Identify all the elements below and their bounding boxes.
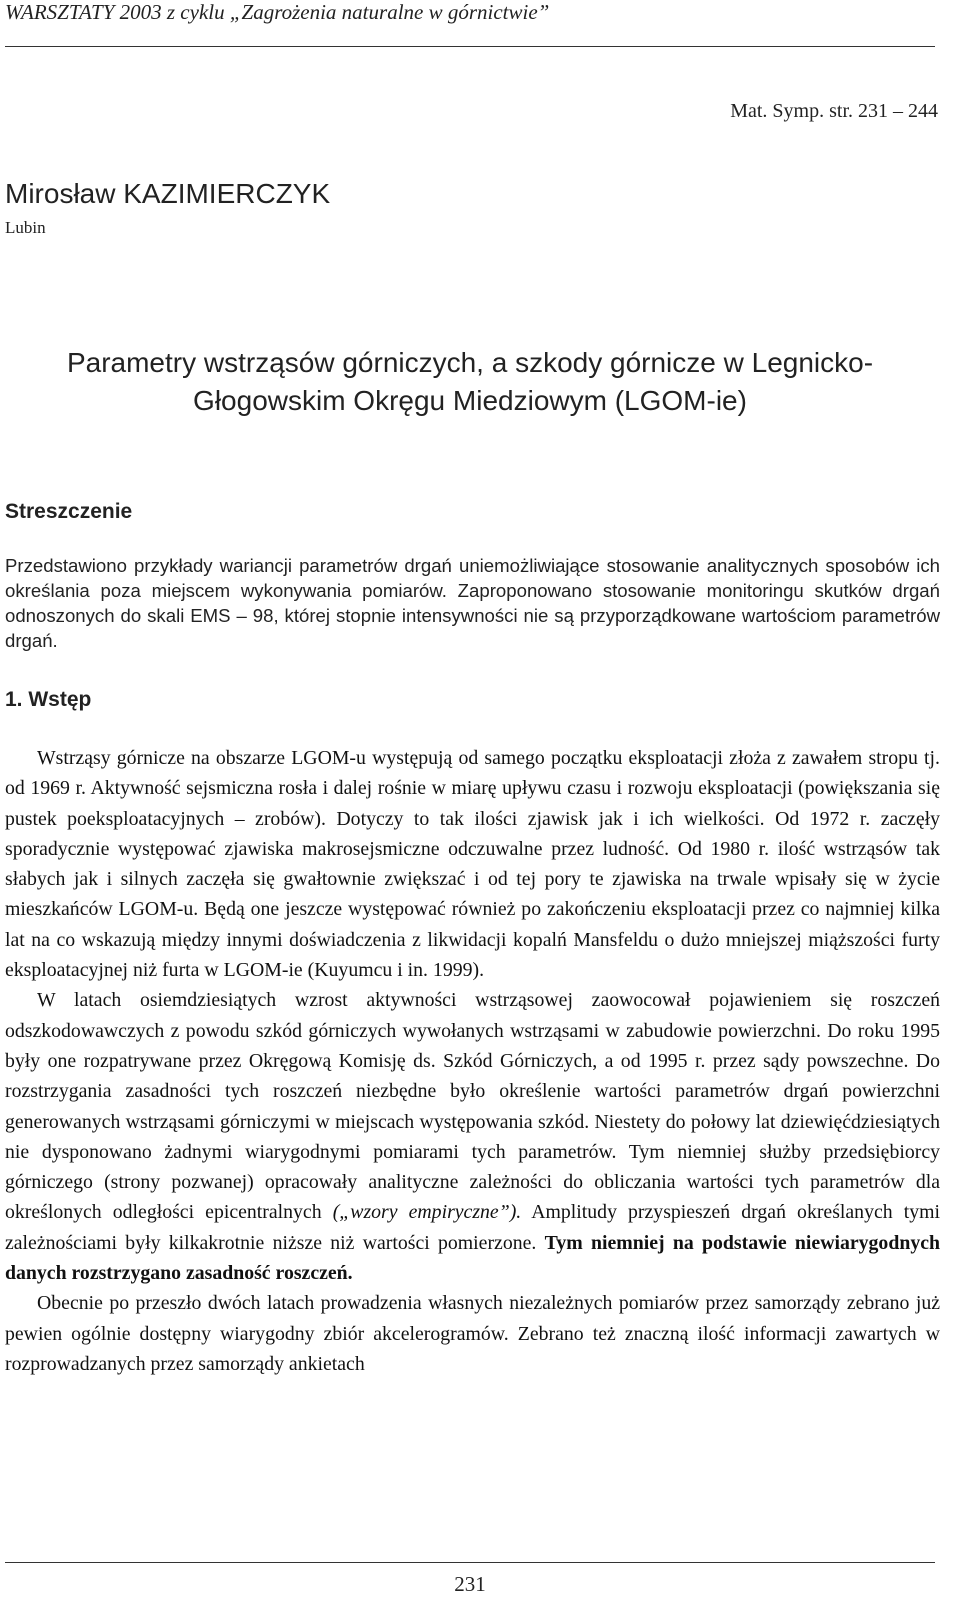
author-name: Mirosław KAZIMIERCZYK [5, 178, 331, 209]
paragraph: Obecnie po przeszło dwóch latach prowadzenia własnych niezależnych pomiarów przez samorządy zebrano już pewien ogólnie dostępny wiarygodny zbiór akcelerogramów. Zebrano też znaczną ilość informacji zawartych w rozprowadzanych przez samorządy ankietach [5, 1292, 940, 1375]
paragraph: Wstrząsy górnicze na obszarze LGOM-u występują od samego początku eksploatacji złoża z zawałem stropu tj. od 1969 r. Aktywność sejsmiczna rosła i dalej rośnie w miarę upływu czasu i rozwoju eksploatacji (powiększania się pustek poeksploatacyjnych – zrobów). Dotyczy to tak ilości zjawisk jak i ich wielkości. Od 1972 r. zaczęły sporadycznie występować zjawiska makrosejsmiczne odczuwalne przez ludność. Od 1980 r. ilość wstrząsów tak słabych jak i silnych zaczęła się gwałtownie zwiększać i od tej pory te zjawiska na trwale wpisały się w życie mieszkańców LGOM-u. Będą one jeszcze występować również po zakończeniu eksploatacji przez co najmniej kilka lat na co wskazują między innymi doświadczenia z likwidacji kopalń Mansfeldu o dużo mniejszej miąższości furty eksploatacyjnej niż furta w LGOM-ie (Kuyumcu i in. 1999). [5, 747, 940, 982]
header-rule [5, 46, 935, 47]
italic-quote: („wzory empiryczne”). [332, 1201, 522, 1224]
section-heading: 1. Wstęp [5, 688, 92, 711]
abstract-text: Przedstawiono przykłady wariancji parametrów drgań uniemożliwiające stosowanie analitycznych sposobów ich określania poza miejscem wykonywania pomiarów. Zaproponowano stosowanie monitoringu skutków drgań odnoszonych do skali EMS – 98, której stopnie intensywności nie są przyporządkowane wartościom parametrów drgań. [5, 555, 940, 651]
body-text [5, 743, 940, 1379]
running-header: WARSZTATY 2003 z cyklu „Zagrożenia naturalne w górnictwie” [5, 0, 550, 24]
paragraph [5, 985, 940, 1288]
author-affiliation: Lubin [5, 218, 46, 237]
paragraph-text: Amplitudy przyspieszeń drgań określanych tymi zależnościami były kilkakrotnie niższe niż wartości pomierzone. [5, 1201, 940, 1254]
page-number: 231 [454, 1572, 486, 1596]
paper-title: Parametry wstrząsów górniczych, a szkody górnicze w Legnicko-Głogowskim Okręgu Miedziowym (LGOM-ie) [66, 347, 874, 416]
paragraph-text: W latach osiemdziesiątych wzrost aktywności wstrząsowej zaowocował pojawieniem się roszczeń odszkodowawczych z powodu szkód górniczych wywołanych wstrząsami w zabudowie powierzchni. Do roku 1995 były one rozpatrywane przez Okręgową Komisję ds. Szkód Górniczych, a od 1995 r. przez sądy powszechne. Do rozstrzygania zasadności tych roszczeń niezbędne było określenie wartości parametrów drgań powierzchni generowanych wstrząsami górniczymi w miejscach występowania szkód. Niestety do połowy lat dziewięćdziesiątych nie dysponowano żadnymi wiarygodnymi pomiarami tych parametrów. Tym niemniej służby przedsiębiorcy górniczego (strony pozwanej) opracowały analityczne zależności do obliczania wartości tych parametrów dla określonych odległości epicentralnych [5, 989, 940, 1224]
footer-rule [5, 1562, 935, 1563]
bold-statement: Tym niemniej na podstawie niewiarygodnych danych rozstrzygano zasadność roszczeń. [5, 1231, 940, 1285]
page-range-reference: Mat. Symp. str. 231 – 244 [730, 100, 938, 122]
abstract-heading: Streszczenie [5, 500, 133, 523]
